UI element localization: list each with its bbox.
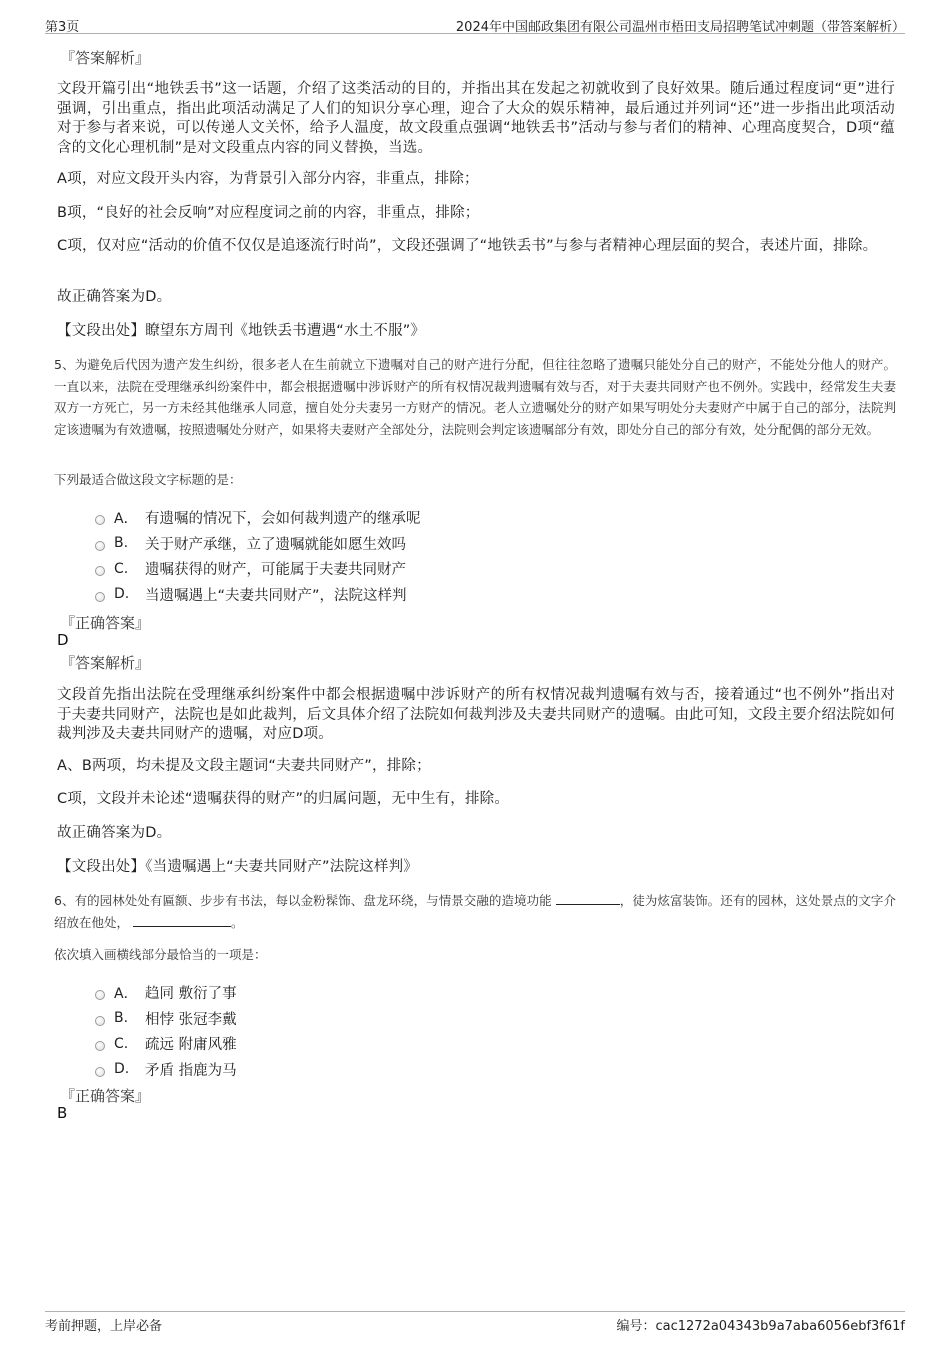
q5-answer: D xyxy=(57,631,69,649)
q6-prompt: 依次填入画横线部分最恰当的一项是： xyxy=(54,947,267,962)
radio-button-icon[interactable] xyxy=(95,1041,105,1051)
q5-option-c[interactable]: C. 遗嘱获得的财产，可能属于夫妻共同财产 xyxy=(95,556,421,582)
q4-analysis-label: 『答案解析』 xyxy=(60,49,151,67)
q5-option-b[interactable]: B. 关于财产承继，立了遗嘱就能如愿生效吗 xyxy=(95,531,421,557)
radio-button-icon[interactable] xyxy=(95,566,105,576)
q5-prompt: 下列最适合做这段文字标题的是： xyxy=(54,472,242,487)
q6-options xyxy=(95,980,237,1082)
q6-option-b[interactable]: B. 相悖 张冠李戴 xyxy=(95,1006,237,1032)
radio-button-icon[interactable] xyxy=(95,1067,105,1077)
fill-blank-2[interactable] xyxy=(133,914,231,927)
radio-button-icon[interactable] xyxy=(95,541,105,551)
q6-option-a[interactable]: A． 趋同 敷衍了事 xyxy=(95,980,237,1006)
q5-ab-note: A、B两项，均未提及文段主题词“夫妻共同财产”，排除； xyxy=(57,758,431,774)
q5-option-a[interactable]: A． 有遗嘱的情况下，会如何裁判遗产的继承呢 xyxy=(95,505,421,531)
radio-button-icon[interactable] xyxy=(95,592,105,602)
q4-option-b-note: B项，“良好的社会反响”对应程度词之前的内容，非重点，排除； xyxy=(57,205,480,221)
q6-option-c[interactable]: C. 疏远 附庸风雅 xyxy=(95,1031,237,1057)
q4-option-a-note: A项，对应文段开头内容，为背景引入部分内容，非重点，排除； xyxy=(57,171,479,187)
q5-answer-label: 『正确答案』 xyxy=(60,614,151,632)
footer-slogan: 考前押题，上岸必备 xyxy=(45,1319,163,1334)
radio-button-icon[interactable] xyxy=(95,990,105,1000)
q4-option-c-note: C项，仅对应“活动的价值不仅仅是追逐流行时尚”，文段还强调了“地铁丢书”与参与者精神心理层面的契合，表述片面，排除。 xyxy=(57,238,878,254)
q4-analysis-text: 文段开篇引出“地铁丢书”这一话题，介绍了这类活动的目的，并指出其在发起之初就收到了良好效果。随后通过程度词“更”进行强调，引出重点，指出此项活动满足了人们的知识分享心理，迎合了大众的娱乐精神，最后通过并列词“还”进一步指出此项活动对于参与者来说，可以传递人文关怀，给予人温度，故文段重点强调“地铁丢书”活动与参与者们的精神、心理高度契合，D项“蕴含的文化心理机制”是对文段重点内容的同义替换，当选。 xyxy=(57,81,895,156)
q5-options xyxy=(95,505,421,607)
q5-analysis-text: 文段首先指出法院在受理继承纠纷案件中都会根据遗嘱中涉诉财产的所有权情况裁判遗嘱有效与否，接着通过“也不例外”指出对于夫妻共同财产，法院也是如此裁判，后文具体介绍了法院如何裁判涉及夫妻共同财产的遗嘱。由此可知，文段主要介绍法院如何裁判涉及夫妻共同财产的遗嘱，对应D项。 xyxy=(57,687,895,742)
q6-answer-label: 『正确答案』 xyxy=(60,1087,151,1105)
q6-stem: 6、有的园林处处有匾额、步步有书法，每以金粉髹饰、盘龙环绕，与情景交融的造境功能 ，徒为炫富装饰。还有的园林，这处景点的文字介绍放在他处， 。 xyxy=(54,893,896,930)
document-title: 2024年中国邮政集团有限公司温州市梧田支局招聘笔试冲刺题（带答案解析） xyxy=(455,20,905,35)
q6-option-d[interactable]: D. 矛盾 指鹿为马 xyxy=(95,1057,237,1083)
q5-stem: 5、为避免后代因为遗产发生纠纷，很多老人在生前就立下遗嘱对自己的财产进行分配，但往往忽略了遗嘱只能处分自己的财产，不能处分他人的财产。一直以来，法院在受理继承纠纷案件中，都会根据遗嘱中涉诉财产的所有权情况裁判遗嘱有效与否，对于夫妻共同财产也不例外。实践中，经常发生夫妻双方一方死亡，另一方未经其他继承人同意，擅自处分夫妻另一方财产的情况。老人立遗嘱处分的财产如果写明处分夫妻财产中属于自己的部分，法院判定该遗嘱为有效遗嘱，按照遗嘱处分财产，如果将夫妻财产全部处分，法院则会判定该遗嘱部分有效，即处分自己的部分有效，处分配偶的部分无效。 xyxy=(54,357,896,437)
page-number: 第3页 xyxy=(45,20,80,35)
q5-analysis-label: 『答案解析』 xyxy=(60,654,151,672)
q5-source: 【文段出处】《当遗嘱遇上“夫妻共同财产”法院这样判》 xyxy=(57,859,418,875)
q6-answer: B xyxy=(57,1104,68,1122)
page-header xyxy=(45,14,905,34)
page-footer xyxy=(45,1311,905,1334)
q5-c-note: C项，文段并未论述“遗嘱获得的财产”的归属问题，无中生有，排除。 xyxy=(57,791,510,807)
q5-conclusion: 故正确答案为D。 xyxy=(57,825,172,841)
radio-button-icon[interactable] xyxy=(95,515,105,525)
q4-source: 【文段出处】瞭望东方周刊《地铁丢书遭遇“水土不服”》 xyxy=(57,323,426,339)
q5-option-d[interactable]: D. 当遗嘱遇上“夫妻共同财产”，法院这样判 xyxy=(95,582,421,608)
fill-blank-1[interactable] xyxy=(556,892,620,905)
q4-conclusion: 故正确答案为D。 xyxy=(57,289,172,305)
document-serial: 编号：cac1272a04343b9a7aba6056ebf3f61f xyxy=(616,1319,905,1334)
radio-button-icon[interactable] xyxy=(95,1016,105,1026)
